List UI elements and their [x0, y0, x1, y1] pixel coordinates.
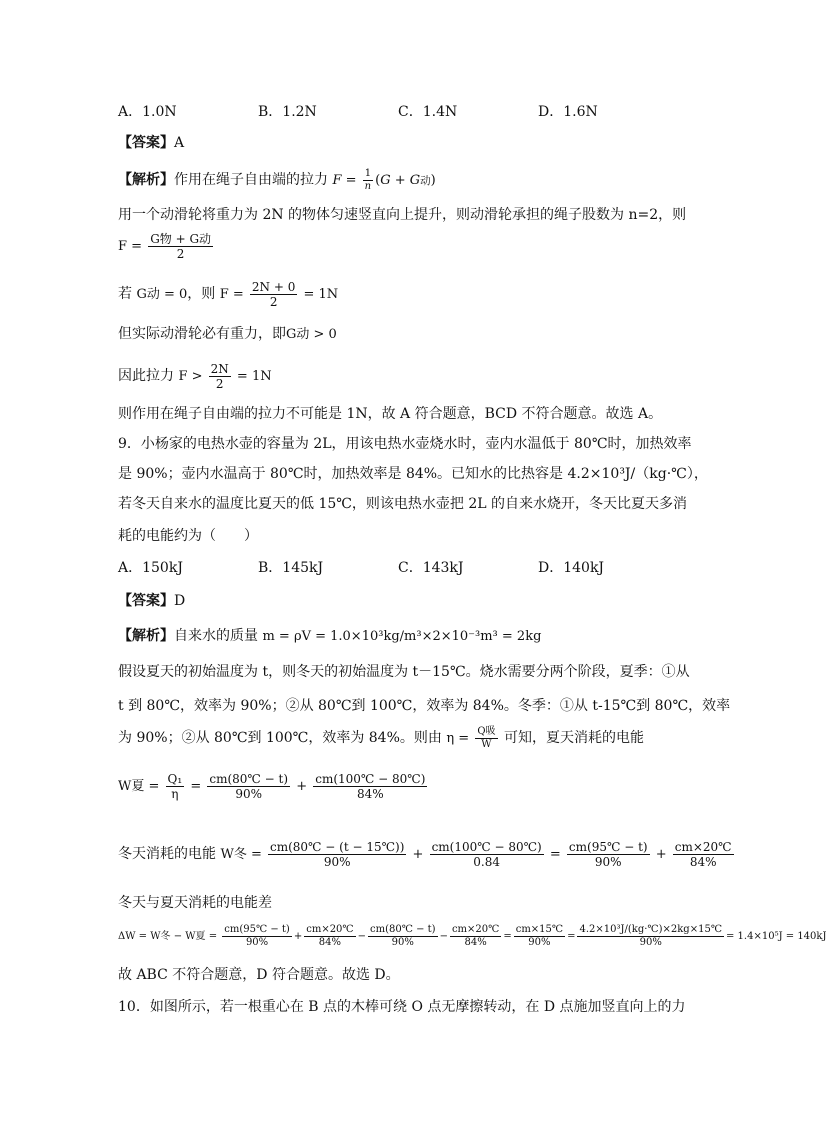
- formula-2-left: F =: [118, 239, 143, 254]
- w-summer-f3-num: cm(100℃ − 80℃): [315, 772, 426, 786]
- w-winter-f2-den: 0.84: [473, 855, 500, 869]
- answer-value: D: [174, 593, 186, 609]
- q9-answer: [118, 591, 185, 611]
- diff-f5-den: 90%: [528, 937, 551, 948]
- q10-stem-line-1: 10．如图所示，若一根重心在 B 点的木棒可绕 O 点无摩擦转动，在 D 点施加竖直向上的力: [118, 999, 686, 1015]
- diff-f5-num: cm×15℃: [515, 924, 564, 935]
- q8-analysis-line-4: [118, 324, 337, 345]
- line-4-a: 为 90%；②从 80℃到 100℃，效率为 84%。则由: [118, 730, 442, 746]
- q9-stem-line-2: 是 90%；壶内水温高于 80℃时，加热效率是 84%。已知水的比热容是 4.2×10³J/（kg·℃），: [118, 466, 708, 482]
- diff-f6-num: 4.2×10³J/(kg·℃)×2kg×15℃: [579, 924, 722, 935]
- q8-analysis-line-6: 则作用在绳子自由端的拉力不可能是 1N，故 A 符合题意，BCD 不符合题意。故选 A。: [118, 406, 663, 422]
- diff-f3-den: 90%: [391, 937, 414, 948]
- q9-formula-diff: ΔW = W冬 − W夏 = $\frac{cm(95℃ - t)}{90\%}$ + $\frac{cm\times 20℃}{84\%}$ − $\frac{cm(80℃ - t)}{90\%}$ − $\frac{cm\times 20℃}{84\%}$ = $\frac{cm\times 15℃}{90\%}$ = $\frac{\text{4.2×10³J/(kg·℃)×2kg×15℃}}{90\%}$ = 1.4×10⁵J = 140kJ: [118, 924, 826, 948]
- w-summer-f1-den: η: [171, 787, 179, 801]
- q8-analysis-line-3: [118, 280, 338, 309]
- diff-result: = 1.4×10⁵J = 140kJ: [726, 931, 826, 942]
- line-4-text: 但实际动滑轮必有重力，即: [118, 326, 286, 342]
- formula-mass: m = ρV = 1.0×10³kg/m³×2×10⁻³m³ = 2kg: [262, 629, 542, 644]
- q9-stem-line-1: 9．小杨家的电热水壶的容量为 2L，用该电热水壶烧水时，壶内水温低于 80℃时，加热效率: [118, 436, 692, 452]
- q9-diff-label: 冬天与夏天消耗的电能差: [118, 895, 272, 911]
- w-winter-f1-num: cm(80℃ − (t − 15℃)): [269, 840, 405, 854]
- diff-f2-num: cm×20℃: [306, 924, 354, 935]
- line-3-right: = 1N: [303, 287, 339, 302]
- line-4-num: Q吸: [477, 726, 496, 737]
- line-5-right: = 1N: [236, 369, 272, 384]
- w-summer-f2-den: 90%: [235, 787, 263, 801]
- w-winter-f4-den: 84%: [689, 855, 717, 869]
- q9-analysis-line-3: t 到 80℃，效率为 90%；②从 80℃到 100℃，效率为 84%。冬季：①从 t-15℃到 80℃，效率: [118, 698, 731, 714]
- answer-label: 【答案】: [118, 135, 174, 151]
- analysis-label: 【解析】: [118, 628, 174, 644]
- formula-pulling-force: F = $\frac{1}{n}$ (G + G动): [332, 168, 436, 192]
- q9-choice-b: B．145kJ: [258, 560, 324, 576]
- line-4-eta: η =: [446, 731, 470, 746]
- line-3-mid: ，则: [187, 286, 216, 302]
- w-summer-eq: =: [190, 779, 202, 794]
- q9-choice-d: D．140kJ: [538, 560, 605, 576]
- line-3-cond: G动 = 0: [136, 287, 188, 302]
- q9-choice-c: C．143kJ: [398, 560, 464, 576]
- w-summer-plus: +: [296, 779, 308, 794]
- formula-2-den: 2: [176, 247, 185, 261]
- diff-f6-den: 90%: [639, 937, 662, 948]
- line-5-prefix: 因此拉力: [118, 368, 174, 384]
- q9-analysis-line-2: 假设夏天的初始温度为 t，则冬天的初始温度为 t－15℃。烧水需要分两个阶段，夏季：①从: [118, 664, 690, 680]
- q8-analysis-line-2: 用一个动滑轮将重力为 2N 的物体匀速竖直向上提升，则动滑轮承担的绳子股数为 n=2，则: [118, 207, 687, 223]
- q9-stem-line-4: 耗的电能约为（ ）: [118, 528, 258, 544]
- q9-formula-w-summer: [118, 772, 429, 801]
- line-3-prefix: 若: [118, 286, 132, 302]
- diff-left: ΔW = W冬 − W夏 =: [118, 931, 218, 942]
- w-winter-f1-den: 90%: [323, 855, 351, 869]
- w-summer-left: W夏 =: [118, 779, 160, 794]
- winter-label: 冬天消耗的电能: [118, 846, 216, 862]
- line-4-math: G动 > 0: [286, 327, 337, 342]
- w-winter-f3-den: 90%: [594, 855, 622, 869]
- q9-analysis-line-1: [118, 626, 541, 647]
- w-winter-left: W冬 =: [220, 847, 262, 862]
- q8-choice-c: C．1.4N: [398, 104, 458, 120]
- line-4-b: 可知，夏天消耗的电能: [503, 730, 644, 746]
- diff-f1-den: 90%: [245, 937, 269, 948]
- q9-choice-a: A．150kJ: [118, 560, 183, 576]
- line-3-den: 2: [269, 295, 278, 309]
- line-5-left: F >: [178, 369, 203, 384]
- q9-conclusion: 故 ABC 不符合题意，D 符合题意。故选 D。: [118, 967, 400, 983]
- diff-f4-num: cm×20℃: [451, 924, 500, 935]
- line-3-formula-left: F =: [219, 287, 244, 302]
- formula-2-num: G物 + G动: [150, 232, 212, 246]
- w-summer-f3-den: 84%: [356, 787, 384, 801]
- line-5-num: 2N: [210, 362, 229, 376]
- analysis-label: 【解析】: [118, 172, 174, 188]
- q9-formula-w-winter: 冬天消耗的电能 W冬 = $\frac{cm(80℃ - (t - 15℃))}{90\%}$ + $\frac{cm(100℃ - 80℃)}{0.84}$ = $\frac{cm(95℃ - t)}{90\%}$ + $\frac{cm\times 20℃}{84\%}$: [118, 840, 732, 869]
- answer-label: 【答案】: [118, 593, 174, 609]
- w-winter-f2-num: cm(100℃ − 80℃): [431, 840, 542, 854]
- diff-f2-den: 84%: [318, 937, 342, 948]
- q8-analysis-line-5: [118, 362, 272, 391]
- line-5-den: 2: [215, 377, 224, 391]
- answer-value: A: [174, 135, 185, 151]
- diff-f4-den: 84%: [464, 937, 487, 948]
- q8-choice-b: B．1.2N: [258, 104, 317, 120]
- line-3-num: 2N + 0: [251, 280, 296, 294]
- w-winter-f3-num: cm(95℃ − t): [568, 840, 648, 854]
- q8-choice-a: A．1.0N: [118, 104, 177, 120]
- q8-choice-d: D．1.6N: [538, 104, 598, 120]
- analysis-text: 作用在绳子自由端的拉力: [174, 172, 328, 188]
- line-4-den: W: [481, 739, 492, 750]
- q8-answer: [118, 133, 184, 153]
- diff-f1-num: cm(95℃ − t): [224, 924, 290, 935]
- w-summer-f1-num: Q₁: [167, 772, 183, 786]
- diff-f3-num: cm(80℃ − t): [370, 924, 436, 935]
- q8-formula-2: [118, 232, 215, 261]
- q9-stem-line-3: 若冬天自来水的温度比夏天的低 15℃，则该电热水壶把 2L 的自来水烧开，冬天比夏天多消: [118, 496, 688, 512]
- w-summer-f2-num: cm(80℃ − t): [209, 772, 289, 786]
- q8-analysis-line-1: [118, 168, 436, 193]
- w-winter-f4-num: cm×20℃: [674, 840, 732, 854]
- analysis-text: 自来水的质量: [174, 628, 258, 644]
- q9-analysis-line-4: [118, 726, 644, 751]
